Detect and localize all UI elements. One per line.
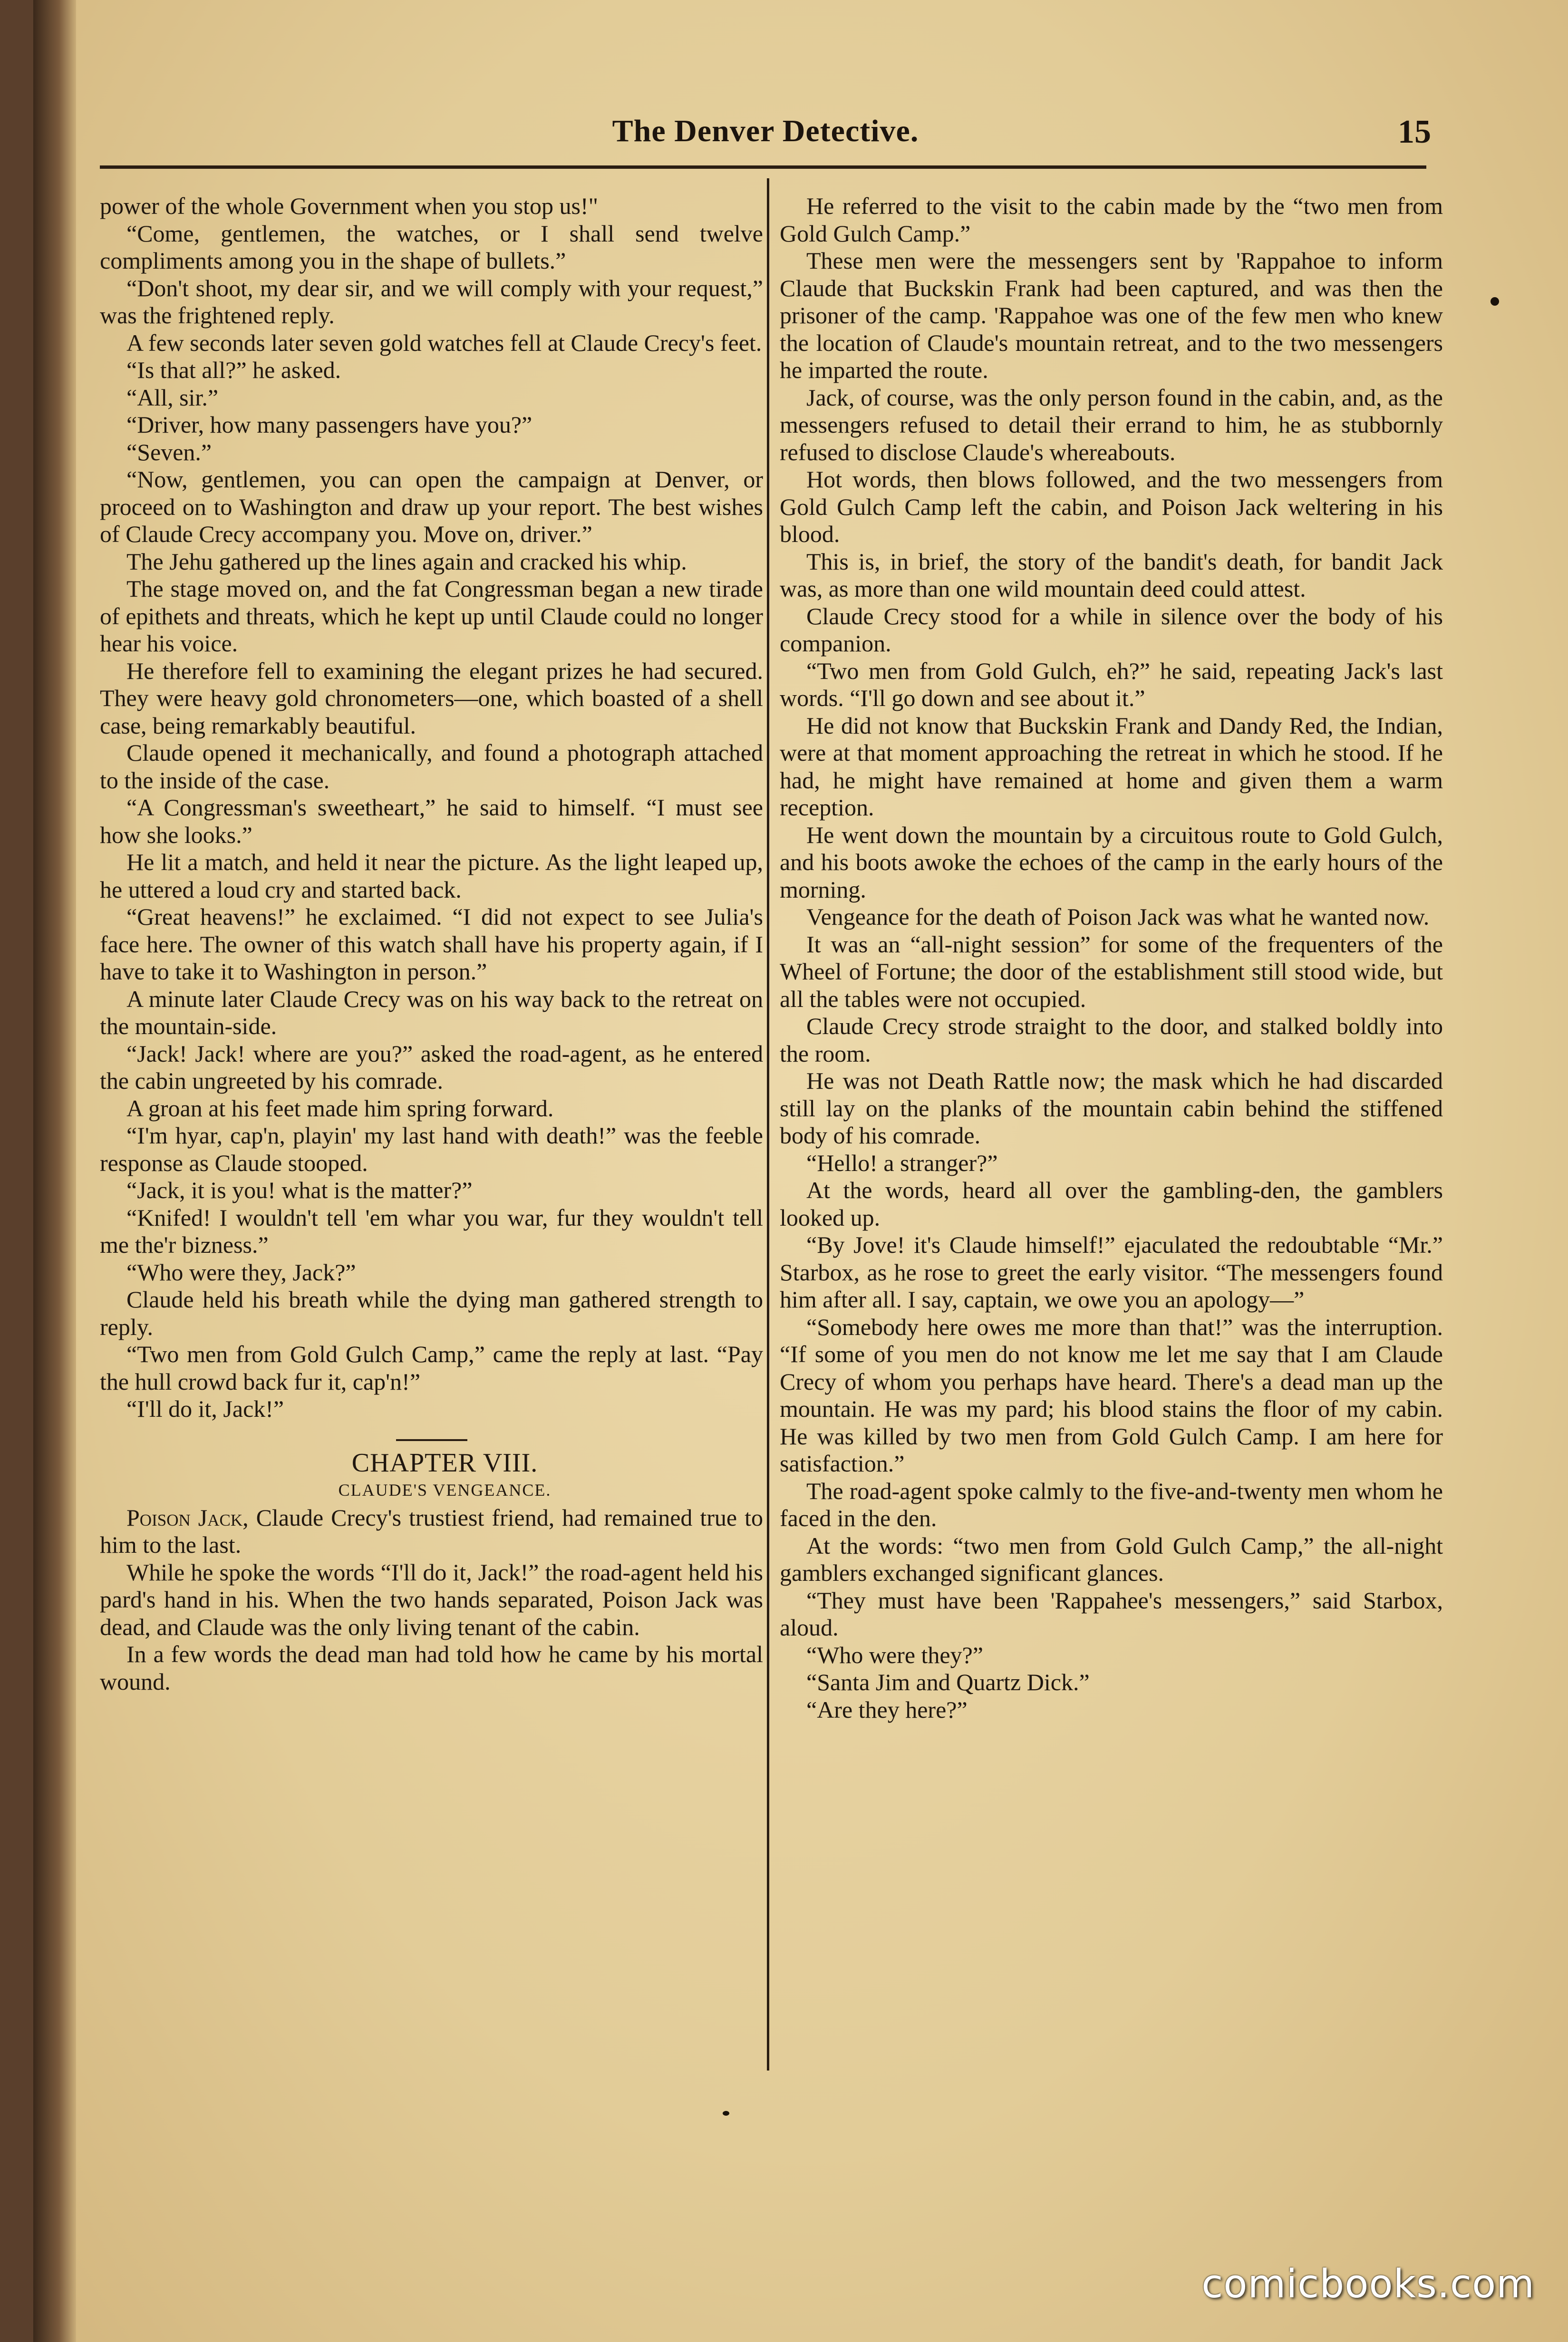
ink-speck — [1491, 297, 1499, 306]
paragraph: A few seconds later seven gold watches fell at Claude Crecy's feet. — [126, 329, 762, 356]
paragraph: “I'm hyar, cap'n, playin' my last hand with death!” was the feeble response as Claude stooped. — [100, 1122, 763, 1176]
paragraph: “Seven.” — [126, 438, 212, 465]
paragraph: He lit a match, and held it near the picture. As the light leaped up, he uttered a loud cry and started back. — [100, 849, 763, 903]
paragraph: “Santa Jim and Quartz Dick.” — [806, 1669, 1090, 1695]
paragraph-text: , Claude Crecy's trustiest friend, had remained true to him to the last. — [100, 1504, 763, 1558]
paragraph: A minute later Claude Crecy was on his way back to the retreat on the mountain-side. — [100, 985, 763, 1039]
paragraph: “Great heavens!” he exclaimed. “I did not expect to see Julia's face here. The owner of this watch shall have his property again, if I have to take it to Washington in person.” — [100, 903, 763, 985]
paragraph: The road-agent spoke calmly to the five-and-twenty men whom he faced in the den. — [780, 1477, 1443, 1531]
paragraph: “Don't shoot, my dear sir, and we will comply with your request,” was the frightened reply. — [100, 274, 763, 329]
lead-in-name: Poison Jack — [126, 1504, 243, 1531]
watermark: comicbooks.com — [1201, 2262, 1535, 2307]
paragraph: “Who were they, Jack?” — [126, 1258, 356, 1286]
chapter-title: CHAPTER VIII. — [351, 1448, 538, 1478]
paragraph: “I'll do it, Jack!” — [126, 1395, 284, 1422]
paragraph: “They must have been 'Rappahee's messengers,” said Starbox, aloud. — [780, 1587, 1443, 1641]
page-header — [100, 113, 1431, 165]
paragraph: Jack, of course, was the only person found in the cabin, and, as the messengers refused to detail their errand to him, he as stubbornly refused to disclose Claude's whereabouts. — [780, 384, 1443, 465]
paragraph: A groan at his feet made him spring forward. — [126, 1094, 554, 1122]
paragraph: Claude held his breath while the dying man gathered strength to reply. — [100, 1286, 763, 1340]
paragraph: power of the whole Government when you stop us!" — [100, 193, 598, 219]
paragraph: He therefore fell to examining the elegant prizes he had secured. They were heavy gold chronometers—one, which boasted of a shell case, being remarkably beautiful. — [100, 657, 763, 739]
paragraph: He did not know that Buckskin Frank and Dandy Red, the Indian, were at that moment approaching the retreat in which he stood. If he had, he might have remained at home and given them a warm reception. — [780, 712, 1443, 821]
paragraph: “Come, gentlemen, the watches, or I shall send twelve compliments among you in the shape of bullets.” — [100, 220, 763, 274]
paragraph: While he spoke the words “I'll do it, Jack!” the road-agent held his pard's hand in his. When the two hands separated, Poison Jack was dead, and Claude was the only living tenant of the cabin. — [100, 1558, 763, 1640]
left-column — [100, 193, 763, 1695]
paragraph: “Somebody here owes me more than that!” was the interruption. “If some of you men do not know me let me say that I am Claude Crecy of whom you perhaps have heard. There's a dead man up the mountain. He was my pard; his blood stains the floor of my cabin. He was killed by two men from Gold Gulch Camp. I am here for satisfaction.” — [780, 1313, 1443, 1477]
paragraph: It was an “all-night session” for some of the frequenters of the Wheel of Fortune; the door of the establishment still stood wide, but all the tables were not occupied. — [780, 930, 1443, 1012]
paragraph: “Driver, how many passengers have you?” — [126, 411, 532, 438]
paragraph: Hot words, then blows followed, and the two messengers from Gold Gulch Camp left the cabin, and Poison Jack weltering in his blood. — [780, 466, 1443, 547]
paragraph: “Hello! a stranger?” — [806, 1149, 998, 1176]
paragraph: Claude Crecy stood for a while in silence over the body of his companion. — [780, 602, 1443, 657]
paragraph: He referred to the visit to the cabin made by the “two men from Gold Gulch Camp.” — [780, 193, 1443, 247]
paragraph: At the words: “two men from Gold Gulch Camp,” the all-night gamblers exchanged significant glances. — [780, 1532, 1443, 1586]
paragraph: “Who were they?” — [806, 1641, 983, 1668]
paragraph: At the words, heard all over the gambling-den, the gamblers looked up. — [780, 1177, 1443, 1231]
paragraph: He was not Death Rattle now; the mask which he had discarded still lay on the planks of the mountain cabin behind the stiffened body of his comrade. — [780, 1067, 1443, 1149]
paragraph: “A Congressman's sweetheart,” he said to himself. “I must see how she looks.” — [100, 794, 763, 848]
paragraph: “Now, gentlemen, you can open the campaign at Denver, or proceed on to Washington and draw up your report. The best wishes of Claude Crecy accompany you. Move on, driver.” — [100, 466, 763, 547]
paragraph: The Jehu gathered up the lines again and cracked his whip. — [126, 548, 687, 575]
paragraph: “Jack! Jack! where are you?” asked the road-agent, as he entered the cabin ungreeted by his comrade. — [100, 1040, 763, 1094]
header-rule — [100, 165, 1426, 169]
paragraph: Claude opened it mechanically, and found a photograph attached to the inside of the case. — [100, 739, 763, 794]
paragraph: These men were the messengers sent by 'Rappahoe to inform Claude that Buckskin Frank had been captured, and was then the prisoner of the camp. 'Rappahoe was one of the few men who knew the location of Claude's mountain retreat, and to the two messengers he imparted the route. — [780, 247, 1443, 383]
paragraph: “Knifed! I wouldn't tell 'em whar you war, fur they wouldn't tell me the'r bizness.” — [100, 1204, 763, 1258]
page-gutter — [33, 0, 76, 2342]
paragraph — [100, 1504, 763, 1559]
section-rule — [396, 1439, 467, 1441]
paragraph: “Two men from Gold Gulch Camp,” came the reply at last. “Pay the hull crowd back fur it, cap'n!” — [100, 1341, 763, 1395]
chapter-subtitle: CLAUDE'S VENGEANCE. — [338, 1481, 552, 1500]
paragraph: “By Jove! it's Claude himself!” ejaculated the redoubtable “Mr.” Starbox, as he rose to greet the early visitor. “The messengers found him after all. I say, captain, we owe you an apology—” — [780, 1231, 1443, 1313]
paragraph: In a few words the dead man had told how he came by his mortal wound. — [100, 1641, 763, 1695]
paragraph: “All, sir.” — [126, 384, 219, 411]
ink-speck — [723, 2111, 729, 2116]
right-column — [780, 193, 1443, 1723]
paragraph: “Two men from Gold Gulch, eh?” he said, repeating Jack's last words. “I'll go down and see about it.” — [780, 657, 1443, 711]
paragraph: He went down the mountain by a circuitous route to Gold Gulch, and his boots awoke the echoes of the camp in the early hours of the morning. — [780, 821, 1443, 903]
paragraph: This is, in brief, the story of the bandit's death, for bandit Jack was, as more than one wild mountain deed could attest. — [780, 548, 1443, 602]
paragraph: “Jack, it is you! what is the matter?” — [126, 1177, 473, 1203]
paragraph: Vengeance for the death of Poison Jack was what he wanted now. — [806, 903, 1430, 930]
page-number: 15 — [1398, 114, 1431, 150]
paragraph: Claude Crecy strode straight to the door, and stalked boldly into the room. — [780, 1013, 1443, 1067]
paragraph: The stage moved on, and the fat Congressman began a new tirade of epithets and threats, which he kept up until Claude could no longer hear his voice. — [100, 575, 763, 657]
page-title: The Denver Detective. — [612, 114, 919, 148]
paragraph: “Is that all?” he asked. — [126, 357, 341, 383]
paragraph: “Are they here?” — [806, 1696, 968, 1723]
column-divider — [767, 178, 769, 2071]
